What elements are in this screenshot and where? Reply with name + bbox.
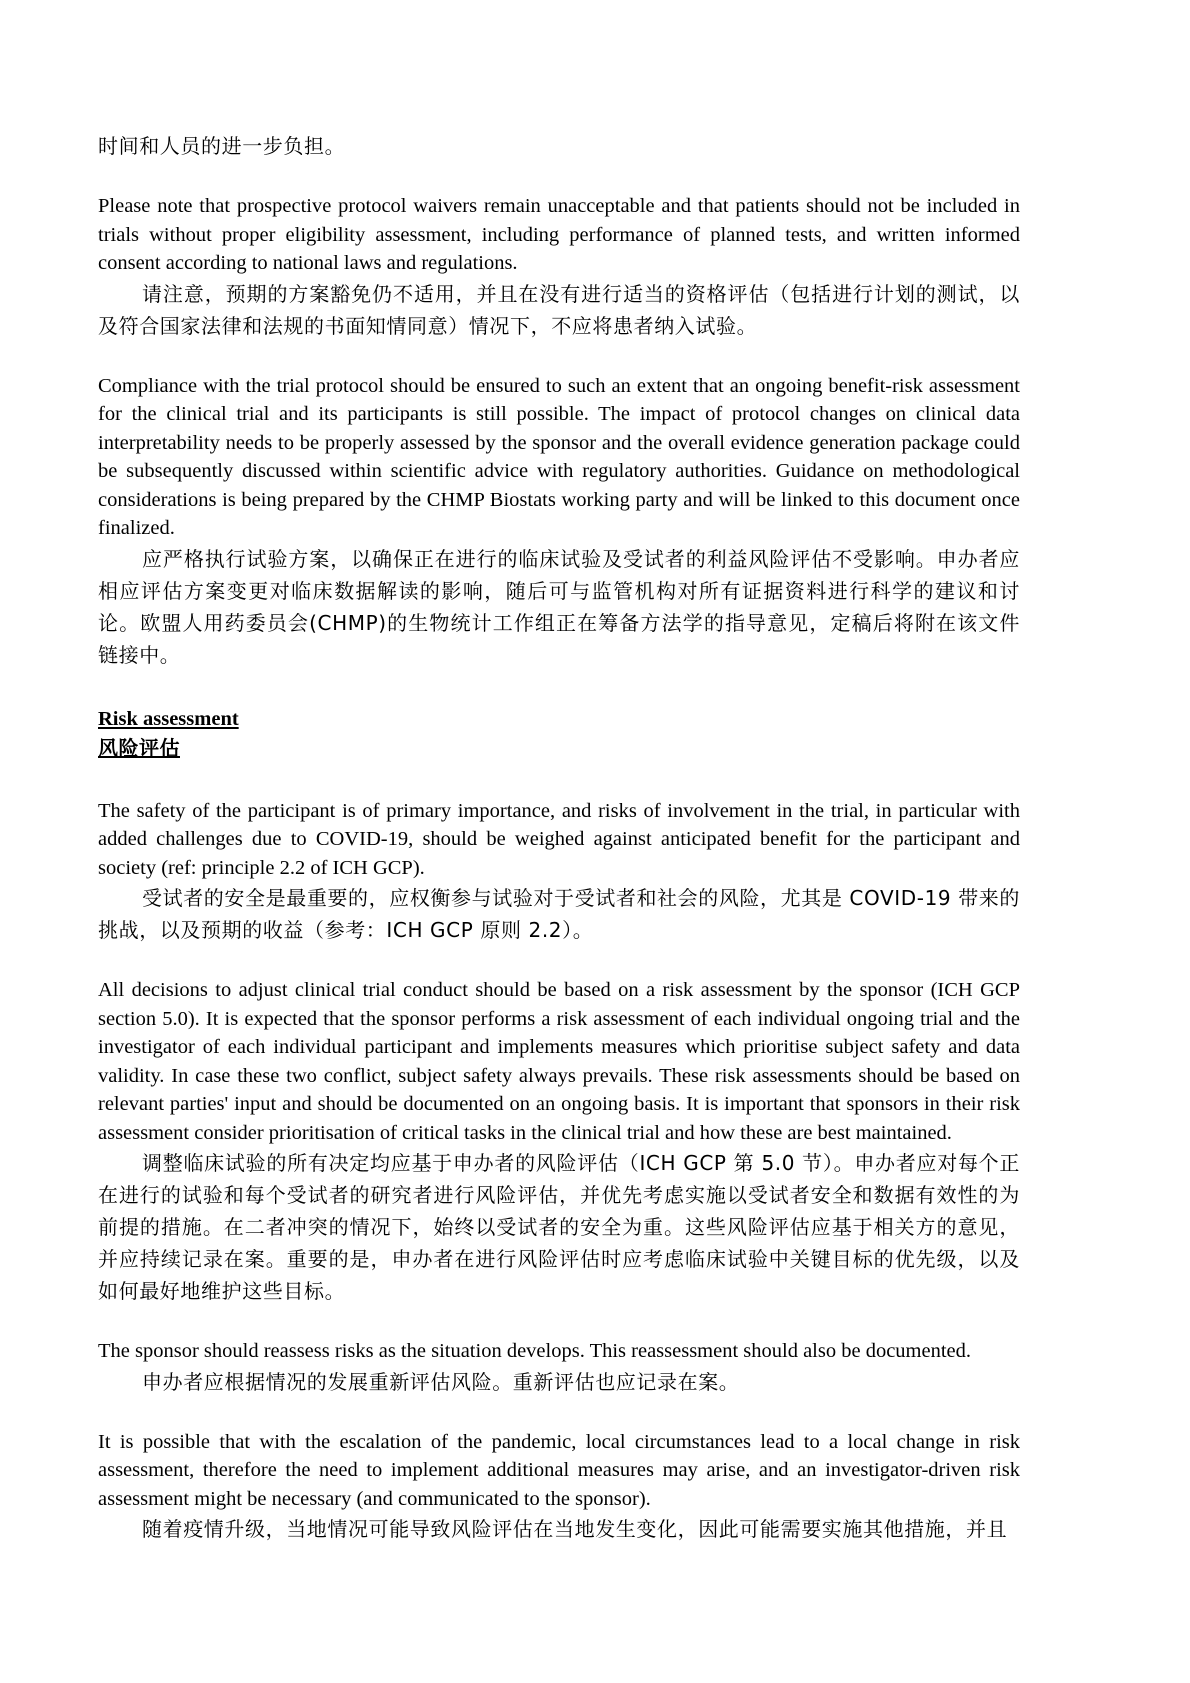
spacer [98, 342, 1020, 372]
spacer [98, 946, 1020, 976]
paragraph-en-reassess-risks: The sponsor should reassess risks as the situation develops. This reassessment should also be documented. [98, 1340, 972, 1362]
paragraph-en-protocol-waivers: Please note that prospective protocol waivers remain unacceptable and that patients should not be included in trials without proper eligibility assessment, including performance of planned tests, and written informed consent according to national laws and regulations. [98, 195, 1020, 274]
spacer [98, 162, 1020, 192]
paragraph-en-decisions-risk-assessment: All decisions to adjust clinical trial conduct should be based on a risk assessment by the sponsor (ICH GCP section 5.0). It is expected that the sponsor performs a risk assessment of each individual ongoing trial and the investigator of each individual participant and implements measures which prioritise subject safety and data validity. In case these two conflict, subject safety always prevails. These risk assessments should be based on relevant parties' input and should be documented on an ongoing basis. It is important that sponsors in their risk assessment consider prioritisation of critical tasks in the clinical trial and how these are best maintained. [98, 979, 1020, 1144]
paragraph-zh-pandemic-escalation: 随着疫情升级，当地情况可能导致风险评估在当地发生变化，因此可能需要实施其他措施，并且 [142, 1517, 1008, 1541]
paragraph-zh-continuation: 时间和人员的进一步负担。 [98, 134, 346, 158]
paragraph-zh-decisions-risk-assessment: 调整临床试验的所有决定均应基于申办者的风险评估（ICH GCP 第 5.0 节）。申办者应对每个正在进行的试验和每个受试者的研究者进行风险评估，并优先考虑实施以受试者安全和数据有效性的为前提的措施。在二者冲突的情况下，始终以受试者的安全为重。这些风险评估应基于相关方的意见，并应持续记录在案。重要的是，申办者在进行风险评估时应考虑临床试验中关键目标的优先级，以及如何最好地维护这些目标。 [98, 1151, 1020, 1303]
paragraph-en-compliance: Compliance with the trial protocol should be ensured to such an extent that an ongoing benefit-risk assessment for the clinical trial and its participants is still possible. The impact of protocol changes on clinical data interpretability needs to be properly assessed by the sponsor and the overall evidence generation package could be subsequently discussed within scientific advice with regulatory authorities. Guidance on methodological considerations is being prepared by the CHMP Biostats working party and will be linked to this document once finalized. [98, 374, 1020, 539]
section-heading-risk-assessment [98, 705, 1020, 763]
spacer [98, 1398, 1020, 1428]
spacer [98, 763, 1020, 797]
paragraph-en-participant-safety: The safety of the participant is of primary importance, and risks of involvement in the trial, in particular with added challenges due to COVID-19, should be weighed against anticipated benefit for the participant and society (ref: principle 2.2 of ICH GCP). [98, 799, 1020, 879]
paragraph-zh-protocol-waivers: 请注意，预期的方案豁免仍不适用，并且在没有进行适当的资格评估（包括进行计划的测试，以及符合国家法律和法规的书面知情同意）情况下，不应将患者纳入试验。 [98, 281, 1020, 338]
spacer [98, 1307, 1020, 1337]
page-content [98, 130, 1020, 1545]
heading-zh-risk-assessment: 风险评估 [98, 735, 180, 760]
spacer [98, 671, 1020, 705]
paragraph-zh-reassess-risks: 申办者应根据情况的发展重新评估风险。重新评估也应记录在案。 [142, 1369, 740, 1394]
paragraph-en-pandemic-escalation: It is possible that with the escalation of the pandemic, local circumstances lead to a local change in risk assessment, therefore the need to implement additional measures may arise, and an investigator-driven risk assessment might be necessary (and communicated to the sponsor). [98, 1430, 1020, 1510]
paragraph-zh-compliance: 应严格执行试验方案，以确保正在进行的临床试验及受试者的利益风险评估不受影响。申办者应相应评估方案变更对临床数据解读的影响，随后可与监管机构对所有证据资料进行科学的建议和讨论。欧盟人用药委员会(CHMP)的生物统计工作组正在筹备方法学的指导意见，定稿后将附在该文件链接中。 [98, 546, 1020, 667]
paragraph-zh-participant-safety: 受试者的安全是最重要的，应权衡参与试验对于受试者和社会的风险，尤其是 COVID-19 带来的挑战，以及预期的收益（参考：ICH GCP 原则 2.2）。 [98, 886, 1020, 942]
heading-en-risk-assessment: Risk assessment [98, 707, 239, 730]
